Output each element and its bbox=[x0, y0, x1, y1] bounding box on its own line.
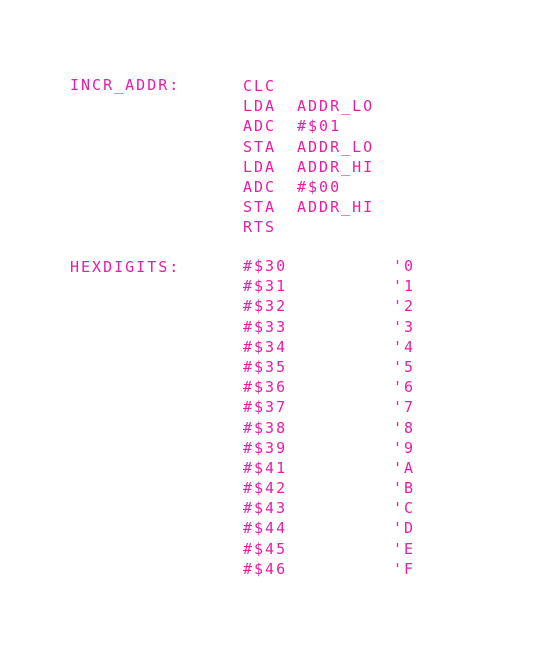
hex-value: #$38 bbox=[243, 418, 288, 437]
hex-row bbox=[243, 498, 415, 518]
hexdigits-table bbox=[243, 256, 415, 579]
hex-char: '8 bbox=[393, 418, 416, 437]
code-arg: ADDR_LO bbox=[297, 97, 375, 116]
code-line bbox=[243, 137, 374, 157]
code-arg: ADDR_HI bbox=[297, 157, 375, 176]
hex-value: #$35 bbox=[243, 357, 288, 376]
hex-char: '4 bbox=[393, 337, 416, 356]
hex-row bbox=[243, 377, 415, 397]
hex-char: 'A bbox=[393, 458, 416, 477]
hex-row bbox=[243, 418, 415, 438]
hex-row bbox=[243, 357, 415, 377]
hex-char: '5 bbox=[393, 357, 416, 376]
hex-row bbox=[243, 559, 415, 579]
code-op: STA bbox=[243, 137, 277, 156]
hex-char: '9 bbox=[393, 438, 416, 457]
hex-char: 'B bbox=[393, 479, 416, 498]
hex-value: #$39 bbox=[243, 438, 288, 457]
hex-row bbox=[243, 256, 415, 276]
hex-value: #$43 bbox=[243, 499, 288, 518]
hex-value: #$32 bbox=[243, 297, 288, 316]
hex-value: #$41 bbox=[243, 458, 288, 477]
hex-row bbox=[243, 518, 415, 538]
hex-char: 'E bbox=[393, 539, 416, 558]
code-line bbox=[243, 157, 374, 177]
hex-char: '3 bbox=[393, 317, 416, 336]
hex-char: 'F bbox=[393, 559, 416, 578]
code-op: ADC bbox=[243, 177, 277, 196]
code-line bbox=[243, 177, 374, 197]
hex-row bbox=[243, 337, 415, 357]
code-arg: ADDR_LO bbox=[297, 137, 375, 156]
hex-value: #$30 bbox=[243, 257, 288, 275]
code-op: RTS bbox=[243, 218, 277, 237]
hex-row bbox=[243, 397, 415, 417]
hex-value: #$42 bbox=[243, 479, 288, 498]
code-op: CLC bbox=[243, 77, 277, 95]
hex-char: '0 bbox=[393, 257, 416, 275]
code-op: LDA bbox=[243, 157, 277, 176]
hex-char: 'C bbox=[393, 499, 416, 518]
hex-value: #$44 bbox=[243, 519, 288, 538]
hex-value: #$31 bbox=[243, 277, 288, 296]
hex-char: '7 bbox=[393, 398, 416, 417]
code-line bbox=[243, 96, 374, 116]
hex-row bbox=[243, 438, 415, 458]
hex-char: '1 bbox=[393, 277, 416, 296]
hex-value: #$45 bbox=[243, 539, 288, 558]
hex-value: #$37 bbox=[243, 398, 288, 417]
code-arg: #$01 bbox=[297, 117, 342, 136]
code-line bbox=[243, 217, 374, 237]
hex-char: '2 bbox=[393, 297, 416, 316]
hex-row bbox=[243, 539, 415, 559]
hex-value: #$33 bbox=[243, 317, 288, 336]
hex-row bbox=[243, 458, 415, 478]
hex-value: #$46 bbox=[243, 559, 288, 578]
label-hexdigits: HEXDIGITS: bbox=[70, 258, 181, 276]
hex-char: 'D bbox=[393, 519, 416, 538]
code-arg: ADDR_HI bbox=[297, 198, 375, 217]
incr-addr-code-block bbox=[243, 76, 374, 238]
code-op: STA bbox=[243, 198, 277, 217]
hex-row bbox=[243, 478, 415, 498]
code-line bbox=[243, 197, 374, 217]
hex-row bbox=[243, 296, 415, 316]
hex-row bbox=[243, 276, 415, 296]
label-incr-addr: INCR_ADDR: bbox=[70, 76, 181, 94]
hex-char: '6 bbox=[393, 378, 416, 397]
hex-row bbox=[243, 317, 415, 337]
code-arg: #$00 bbox=[297, 177, 342, 196]
hex-value: #$36 bbox=[243, 378, 288, 397]
code-op: ADC bbox=[243, 117, 277, 136]
hex-value: #$34 bbox=[243, 337, 288, 356]
code-line bbox=[243, 76, 374, 96]
code-op: LDA bbox=[243, 97, 277, 116]
code-line bbox=[243, 116, 374, 136]
